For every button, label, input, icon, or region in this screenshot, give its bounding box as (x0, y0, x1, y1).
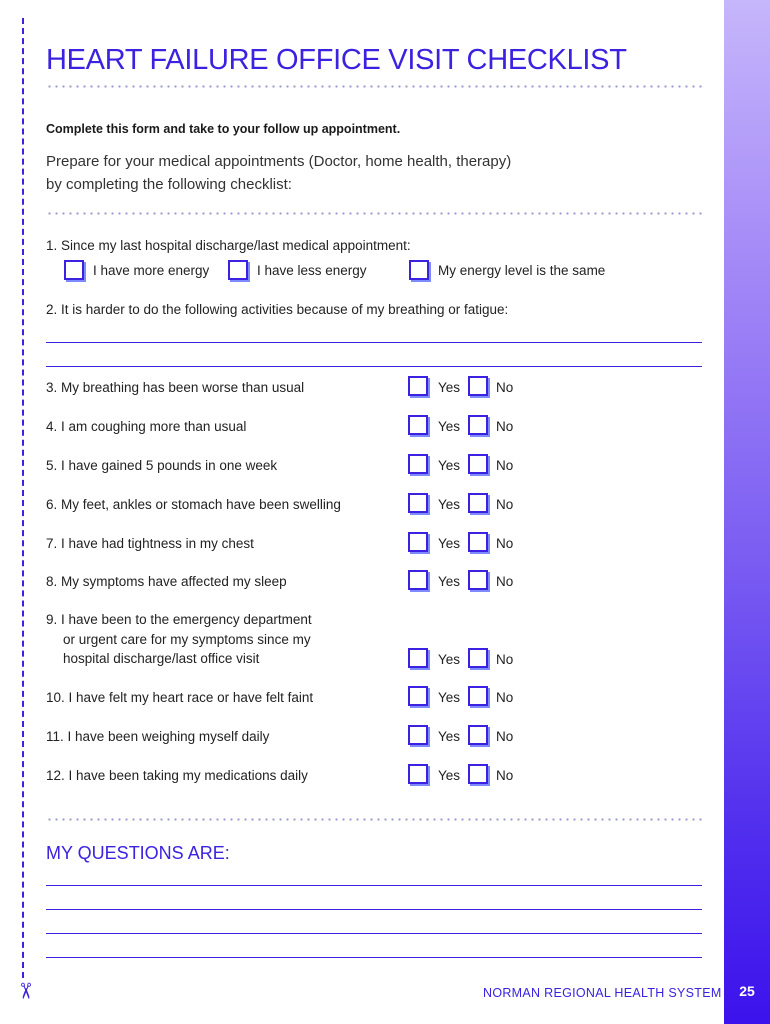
cut-line (22, 18, 24, 978)
yes-label: Yes (438, 536, 461, 551)
checkbox-more-energy[interactable] (64, 260, 84, 280)
answer-line[interactable] (46, 885, 702, 886)
yes-checkbox[interactable] (408, 376, 428, 396)
yes-checkbox[interactable] (408, 415, 428, 435)
no-label: No (496, 536, 514, 551)
question-label: 8. My symptoms have affected my sleep (46, 574, 287, 589)
yes-label: Yes (438, 574, 461, 589)
question-label: 4. I am coughing more than usual (46, 419, 247, 434)
yes-checkbox[interactable] (408, 764, 428, 784)
side-bar (724, 0, 770, 1024)
yes-label: Yes (438, 419, 461, 434)
no-checkbox[interactable] (468, 493, 488, 513)
question-label: 5. I have gained 5 pounds in one week (46, 458, 278, 473)
option-label: My energy level is the same (438, 263, 606, 278)
no-checkbox[interactable] (468, 376, 488, 396)
question-label: 10. I have felt my heart race or have felt faint (46, 690, 314, 705)
yes-checkbox[interactable] (408, 686, 428, 706)
yes-label: Yes (438, 652, 461, 667)
dotted-divider (46, 85, 702, 88)
question-label: 11. I have been weighing myself daily (46, 729, 270, 744)
yes-checkbox[interactable] (408, 454, 428, 474)
answer-line[interactable] (46, 933, 702, 934)
question-1-label: 1. Since my last hospital discharge/last medical appointment: (46, 238, 411, 253)
no-checkbox[interactable] (468, 532, 488, 552)
no-label: No (496, 729, 514, 744)
option-label: I have more energy (93, 263, 210, 278)
question-label-continued: or urgent care for my symptoms since my (63, 631, 311, 647)
yes-checkbox[interactable] (408, 725, 428, 745)
no-checkbox[interactable] (468, 415, 488, 435)
question-label: 6. My feet, ankles or stomach have been swelling (46, 497, 341, 512)
no-label: No (496, 380, 514, 395)
yes-label: Yes (438, 690, 461, 705)
yes-checkbox[interactable] (408, 570, 428, 590)
option-label: I have less energy (257, 263, 367, 278)
questions-heading: MY QUESTIONS ARE: (46, 843, 230, 863)
question-label: 12. I have been taking my medications daily (46, 768, 308, 783)
answer-line[interactable] (46, 909, 702, 910)
yes-checkbox[interactable] (408, 493, 428, 513)
no-checkbox[interactable] (468, 764, 488, 784)
page-title: HEART FAILURE OFFICE VISIT CHECKLIST (46, 44, 627, 76)
question-label: 7. I have had tightness in my chest (46, 536, 254, 551)
no-label: No (496, 574, 514, 589)
no-label: No (496, 497, 514, 512)
checkbox-same-energy[interactable] (409, 260, 429, 280)
instruction-text: Complete this form and take to your follow up appointment. (46, 122, 401, 136)
no-checkbox[interactable] (468, 686, 488, 706)
no-checkbox[interactable] (468, 725, 488, 745)
intro-text (46, 150, 511, 196)
answer-line[interactable] (46, 366, 702, 367)
dotted-divider (46, 212, 702, 215)
answer-line[interactable] (46, 342, 702, 343)
no-checkbox[interactable] (468, 570, 488, 590)
no-label: No (496, 652, 514, 667)
yes-label: Yes (438, 768, 461, 783)
yes-label: Yes (438, 497, 461, 512)
checkbox-less-energy[interactable] (228, 260, 248, 280)
no-label: No (496, 768, 514, 783)
no-checkbox[interactable] (468, 454, 488, 474)
yes-checkbox[interactable] (408, 532, 428, 552)
question-label: 3. My breathing has been worse than usual (46, 380, 305, 395)
no-label: No (496, 458, 514, 473)
page-number: 25 (739, 983, 755, 999)
footer-organization: NORMAN REGIONAL HEALTH SYSTEM (483, 986, 722, 1000)
intro-line: by completing the following checklist: (46, 176, 292, 193)
question-label-continued: hospital discharge/last office visit (63, 651, 260, 666)
no-label: No (496, 690, 514, 705)
intro-line: Prepare for your medical appointments (Doctor, home health, therapy) (46, 153, 512, 170)
scissors-icon: ✂ (12, 981, 38, 1001)
question-label: 9. I have been to the emergency department (46, 612, 312, 627)
no-checkbox[interactable] (468, 648, 488, 668)
yes-label: Yes (438, 380, 461, 395)
no-label: No (496, 419, 514, 434)
answer-line[interactable] (46, 957, 702, 958)
question-2-label: 2. It is harder to do the following activities because of my breathing or fatigue: (46, 302, 509, 317)
dotted-divider (46, 818, 702, 821)
yes-checkbox[interactable] (408, 648, 428, 668)
question-9-label (46, 610, 312, 669)
yes-label: Yes (438, 458, 461, 473)
yes-label: Yes (438, 729, 461, 744)
